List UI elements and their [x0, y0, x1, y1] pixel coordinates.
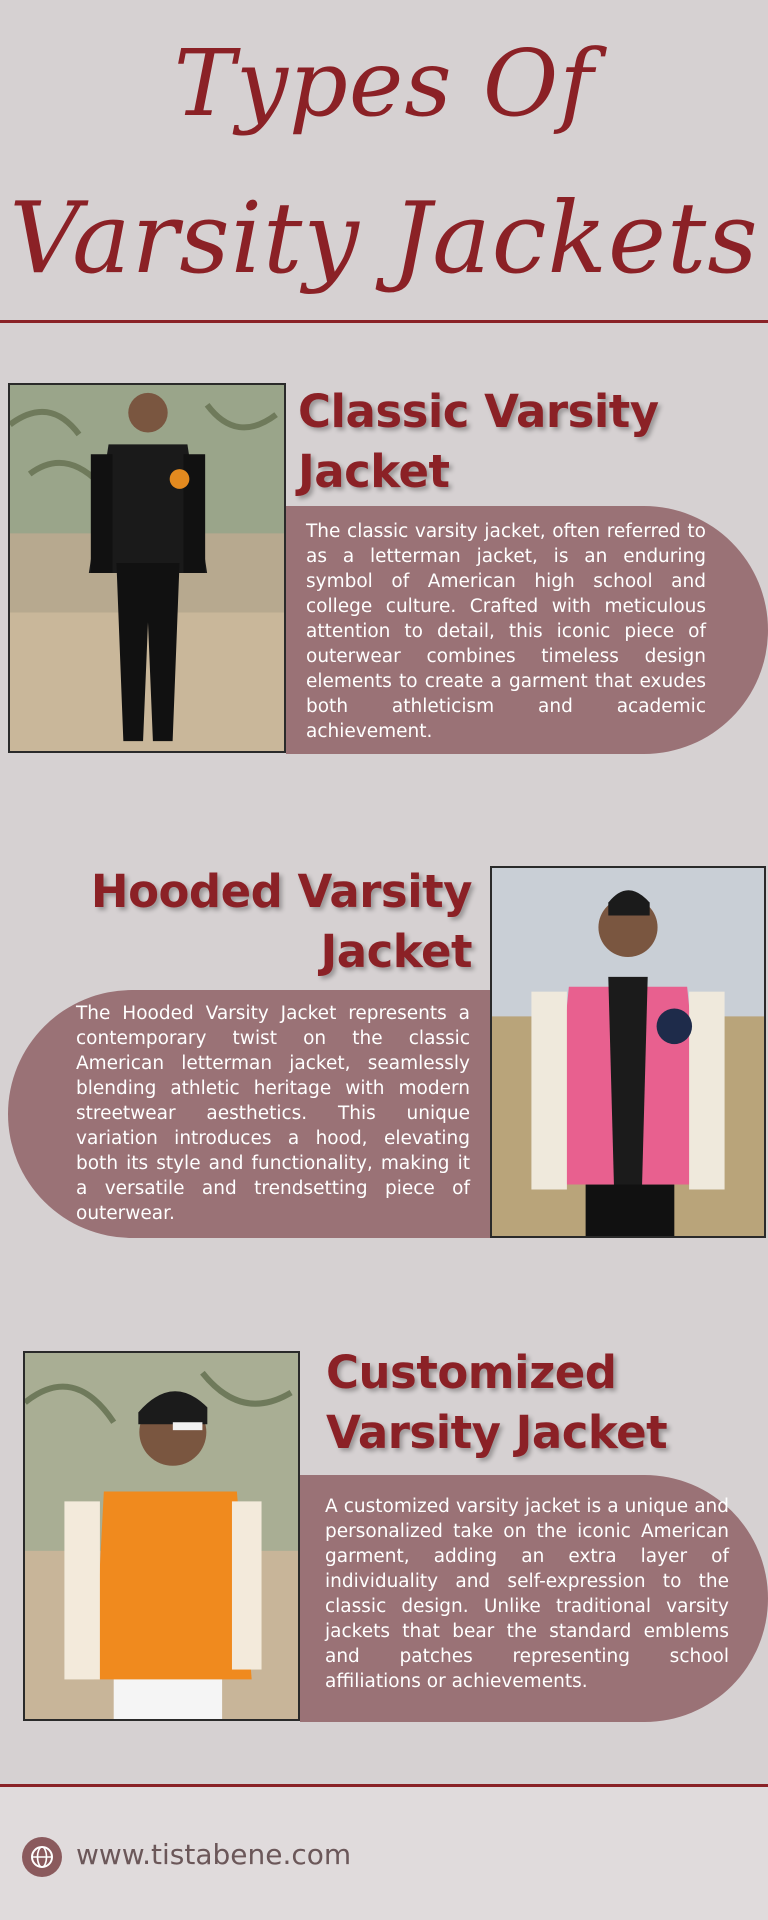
classic-heading: [298, 382, 659, 502]
customized-heading-line1: Customized: [326, 1346, 617, 1399]
customized-heading-line2: Varsity Jacket: [326, 1406, 668, 1459]
classic-description: The classic varsity jacket, often referred to as a letterman jacket, is an enduring symbol of American high school and college culture. Crafted with meticulous attention to detail, this iconic piece of outerwear combines timeless design elements to create a garment that exudes both athleticism and academic achievement.: [306, 521, 706, 742]
page-title-line1: Types Of: [173, 30, 595, 137]
customized-jacket-photo: [23, 1351, 300, 1721]
classic-heading-line1: Classic Varsity: [298, 385, 659, 438]
website-link[interactable]: www.tistabene.com: [76, 1838, 352, 1871]
hooded-heading-line1: Hooded Varsity: [90, 865, 472, 918]
hooded-description: The Hooded Varsity Jacket represents a contemporary twist on the classic American letterman jacket, seamlessly blending athletic heritage with modern streetwear aesthetics. This unique variation introduces a hood, elevating both its style and functionality, making it a versatile and trendsetting piece of outerwear.: [76, 1003, 470, 1224]
customized-description: A customized varsity jacket is a unique and personalized take on the iconic American garment, adding an extra layer of individuality and self-expression to the classic design. Unlike traditional varsity jackets that bear the standard emblems and patches representing school affiliations or achievements.: [325, 1496, 729, 1692]
page-title-line2: Varsity Jackets: [9, 182, 759, 296]
customized-heading: [326, 1343, 667, 1463]
hooded-heading: [60, 862, 472, 982]
classic-heading-line2: Jacket: [298, 445, 450, 498]
hooded-heading-line2: Jacket: [320, 925, 472, 978]
classic-jacket-photo: [8, 383, 286, 753]
top-divider: [0, 320, 768, 323]
hooded-jacket-photo: [490, 866, 766, 1238]
page-title: [0, 0, 768, 320]
globe-icon: [22, 1837, 62, 1877]
